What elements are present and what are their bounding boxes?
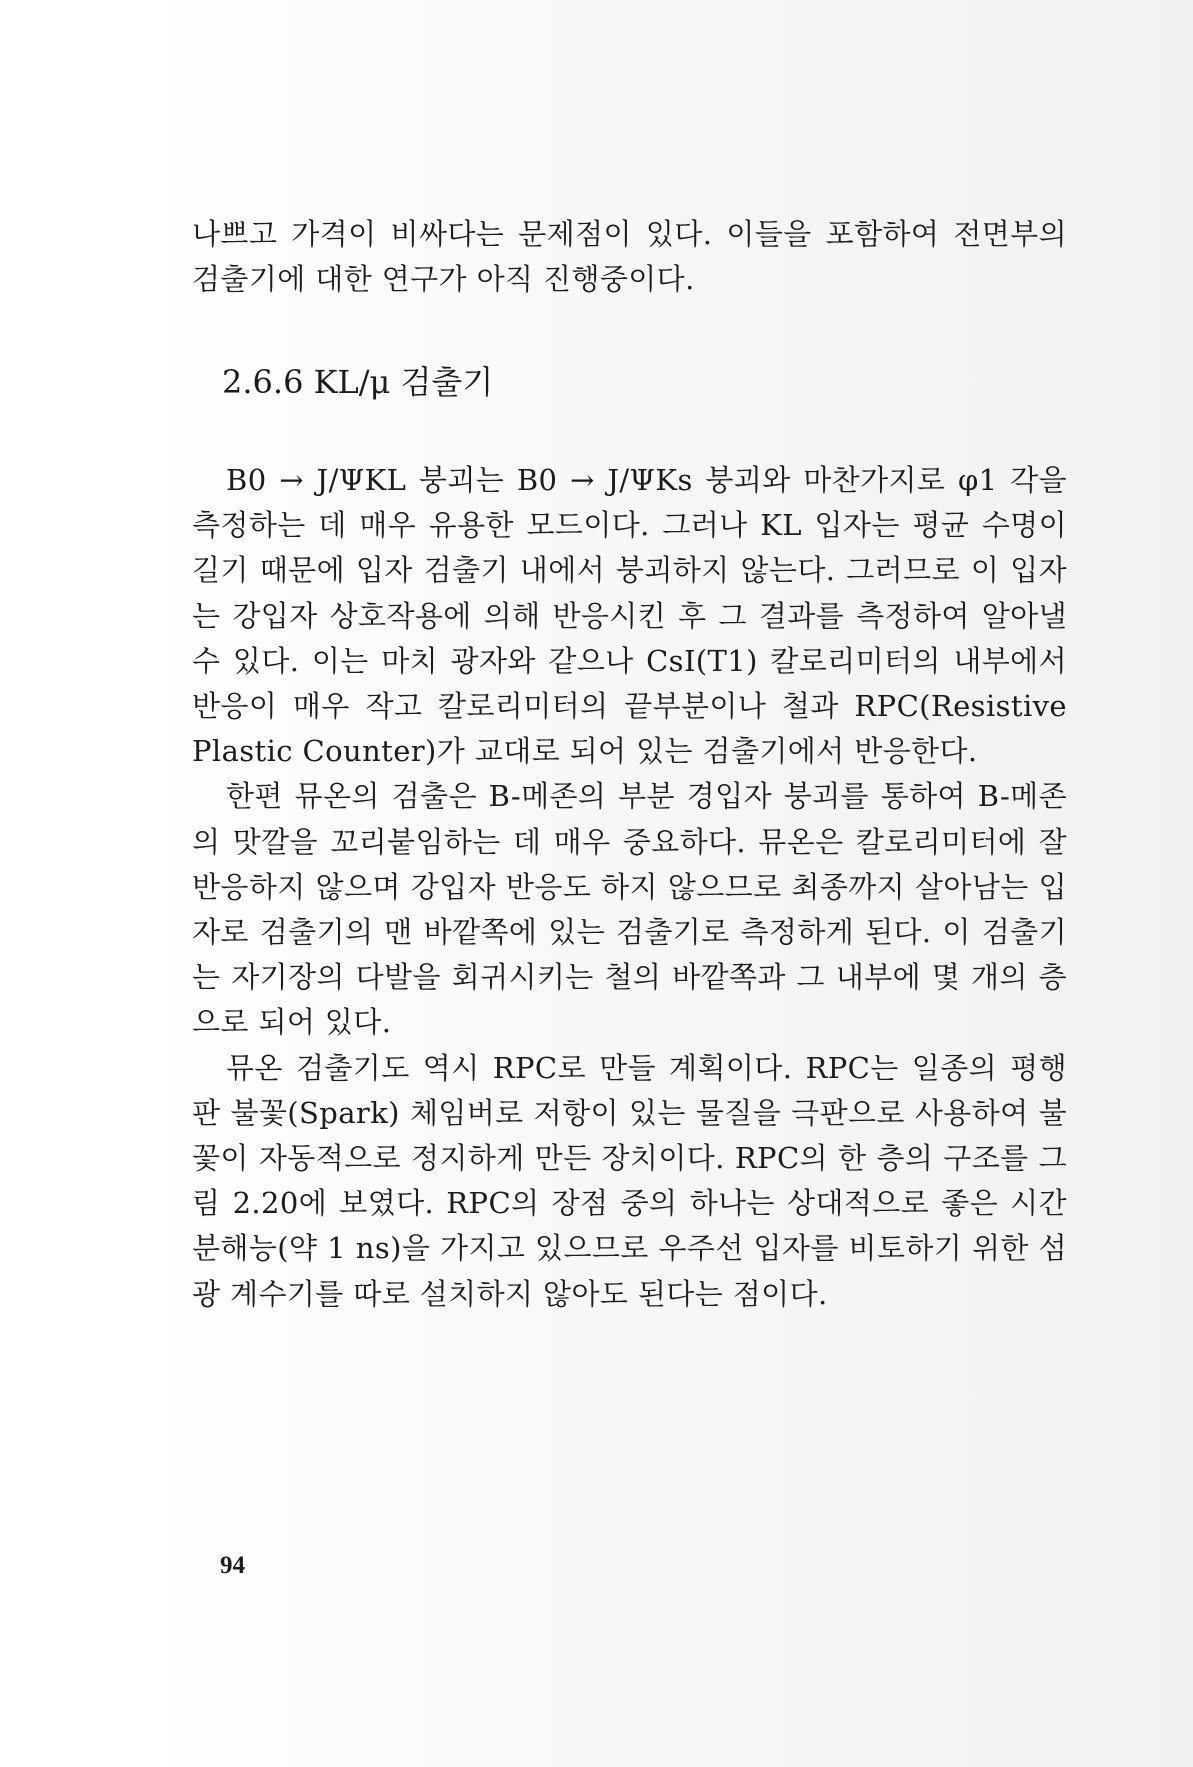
paragraph-kl-detection: B0 → J/ΨKL 붕괴는 B0 → J/ΨKs 붕괴와 마찬가지로 φ1 각을 측정하는 데 매우 유용한 모드이다. 그러나 KL 입자는 평균 수명이 길기 때문에 입자 검출기 내에서 붕괴하지 않는다. 그러므로 이 입자는 강입자 상호작용에 의해 반응시킨 후 그 결과를 측정하여 알아낼 수 있다. 이는 마치 광자와 같으나 CsI(T1) 칼로리미터의 내부에서 반응이 매우 작고 칼로리미터의 끝부분이나 철과 RPC(Resistive Plastic Counter)가 교대로 되어 있는 검출기에서 반응한다. (192, 463, 1067, 769)
paragraph-rpc: 뮤온 검출기도 역시 RPC로 만들 계획이다. RPC는 일종의 평행판 불꽃(Spark) 체임버로 저항이 있는 물질을 극판으로 사용하여 불꽃이 자동적으로 정지하게 만든 장치이다. RPC의 한 층의 구조를 그림 2.20에 보였다. RPC의 장점 중의 하나는 상대적으로 좋은 시간 분해능(약 1 ns)을 가지고 있으므로 우주선 입자를 비토하기 위한 섬광 계수기를 따로 설치하지 않아도 된다는 점이다. (192, 1050, 1067, 1311)
page-number: 94 (220, 1552, 245, 1579)
body-text (192, 458, 1067, 1317)
paragraph-muon-detection: 한편 뮤온의 검출은 B-메존의 부분 경입자 붕괴를 통하여 B-메존의 맛깔을 꼬리붙임하는 데 매우 중요하다. 뮤온은 칼로리미터에 잘 반응하지 않으며 강입자 반응도 하지 않으므로 최종까지 살아남는 입자로 검출기의 맨 바깥쪽에 있는 검출기로 측정하게 된다. 이 검출기는 자기장의 다발을 회귀시키는 철의 바깥쪽과 그 내부에 몇 개의 층으로 되어 있다. (192, 779, 1067, 1040)
intro-block (192, 212, 1067, 302)
section-heading: 2.6.6 KL/μ 검출기 (222, 363, 494, 401)
intro-paragraph: 나쁘고 가격이 비싸다는 문제점이 있다. 이들을 포함하여 전면부의 검출기에 대한 연구가 아직 진행중이다. (192, 217, 1067, 297)
